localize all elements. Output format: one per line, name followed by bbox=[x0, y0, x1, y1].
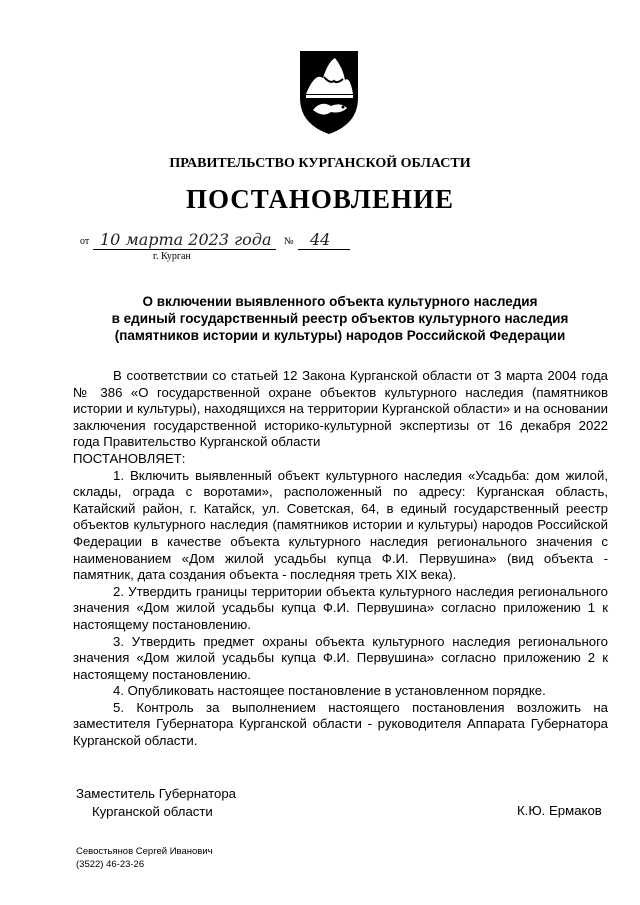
document-type: ПОСТАНОВЛЕНИЕ bbox=[185, 184, 455, 214]
document-meta bbox=[80, 224, 380, 270]
coat-of-arms-icon bbox=[297, 48, 361, 136]
clause-5: 5. Контроль за выполнением настоящего постановления возложить на заместителя Губернатора Курганской области - руководителя Аппарата Губернатора Курганской области. bbox=[73, 699, 608, 749]
signer-position bbox=[76, 785, 236, 821]
clause-2: 2. Утвердить границы территории объекта культурного наследия регионального значения «Дом жилой усадьбы купца Ф.И. Первушина» согласно приложению 1 к настоящему постановлению. bbox=[73, 583, 608, 632]
number-value: 44 bbox=[310, 230, 331, 249]
clause-4: 4. Опубликовать настоящее постановление в установленном порядке. bbox=[113, 683, 546, 699]
number-underline bbox=[298, 249, 350, 250]
clause-3: 3. Утвердить предмет охраны объекта культурного наследия регионального значения «Дом жилой усадьбы купца Ф.И. Первушина» согласно приложению 2 к настоящему постановлению. bbox=[73, 633, 608, 682]
organization-name: ПРАВИТЕЛЬСТВО КУРГАНСКОЙ ОБЛАСТИ bbox=[169, 156, 471, 171]
date-value: 10 марта 2023 года bbox=[100, 230, 272, 249]
signer-position-line: Курганской области bbox=[92, 804, 213, 819]
resolution-keyword: ПОСТАНОВЛЯЕТ: bbox=[73, 450, 186, 466]
executor-phone: (3522) 46-23-26 bbox=[76, 859, 145, 870]
signer-position-line: Заместитель Губернатора bbox=[76, 786, 237, 801]
document-body bbox=[73, 368, 608, 750]
place: г. Курган bbox=[153, 251, 191, 262]
number-label: № bbox=[284, 236, 294, 247]
executor-info bbox=[76, 845, 213, 871]
date-label: от bbox=[80, 236, 90, 247]
date-underline bbox=[93, 249, 276, 250]
title-line: (памятников истории и культуры) народов Российской Федерации bbox=[114, 328, 566, 343]
document-title bbox=[70, 293, 610, 344]
title-line: в единый государственный реестр объектов культурного наследия bbox=[111, 311, 569, 326]
executor-name: Севостьянов Сергей Иванович bbox=[76, 846, 213, 857]
signer-name: К.Ю. Ермаков bbox=[517, 803, 602, 818]
preamble-paragraph: В соответствии со статьей 12 Закона Курганской области от 3 марта 2004 года № 386 «О государственной охране объектов культурного наследия (памятников истории и культуры), находящихся на территории Курганской области» и на основании заключения государственной историко-культурной экспертизы от 16 декабря 2022 года Правительство Курганской области bbox=[73, 368, 608, 450]
title-line: О включении выявленного объекта культурного наследия bbox=[142, 294, 538, 309]
clause-1: 1. Включить выявленный объект культурного наследия «Усадьба: дом жилой, склады, ограда с воротами», расположенный по адресу: Курганская область, Катайский район, г. Катайск, ул. Советская, 64, в единый государственный реестр объектов культурного наследия (памятников истории и культуры) народов Российской Федерации в качестве объекта культурного наследия регионального значения с наименованием «Дом жилой усадьбы купца Ф.И. Первушина» (вид объекта - памятник, дата создания объекта - последняя треть XIX века). bbox=[73, 467, 608, 583]
